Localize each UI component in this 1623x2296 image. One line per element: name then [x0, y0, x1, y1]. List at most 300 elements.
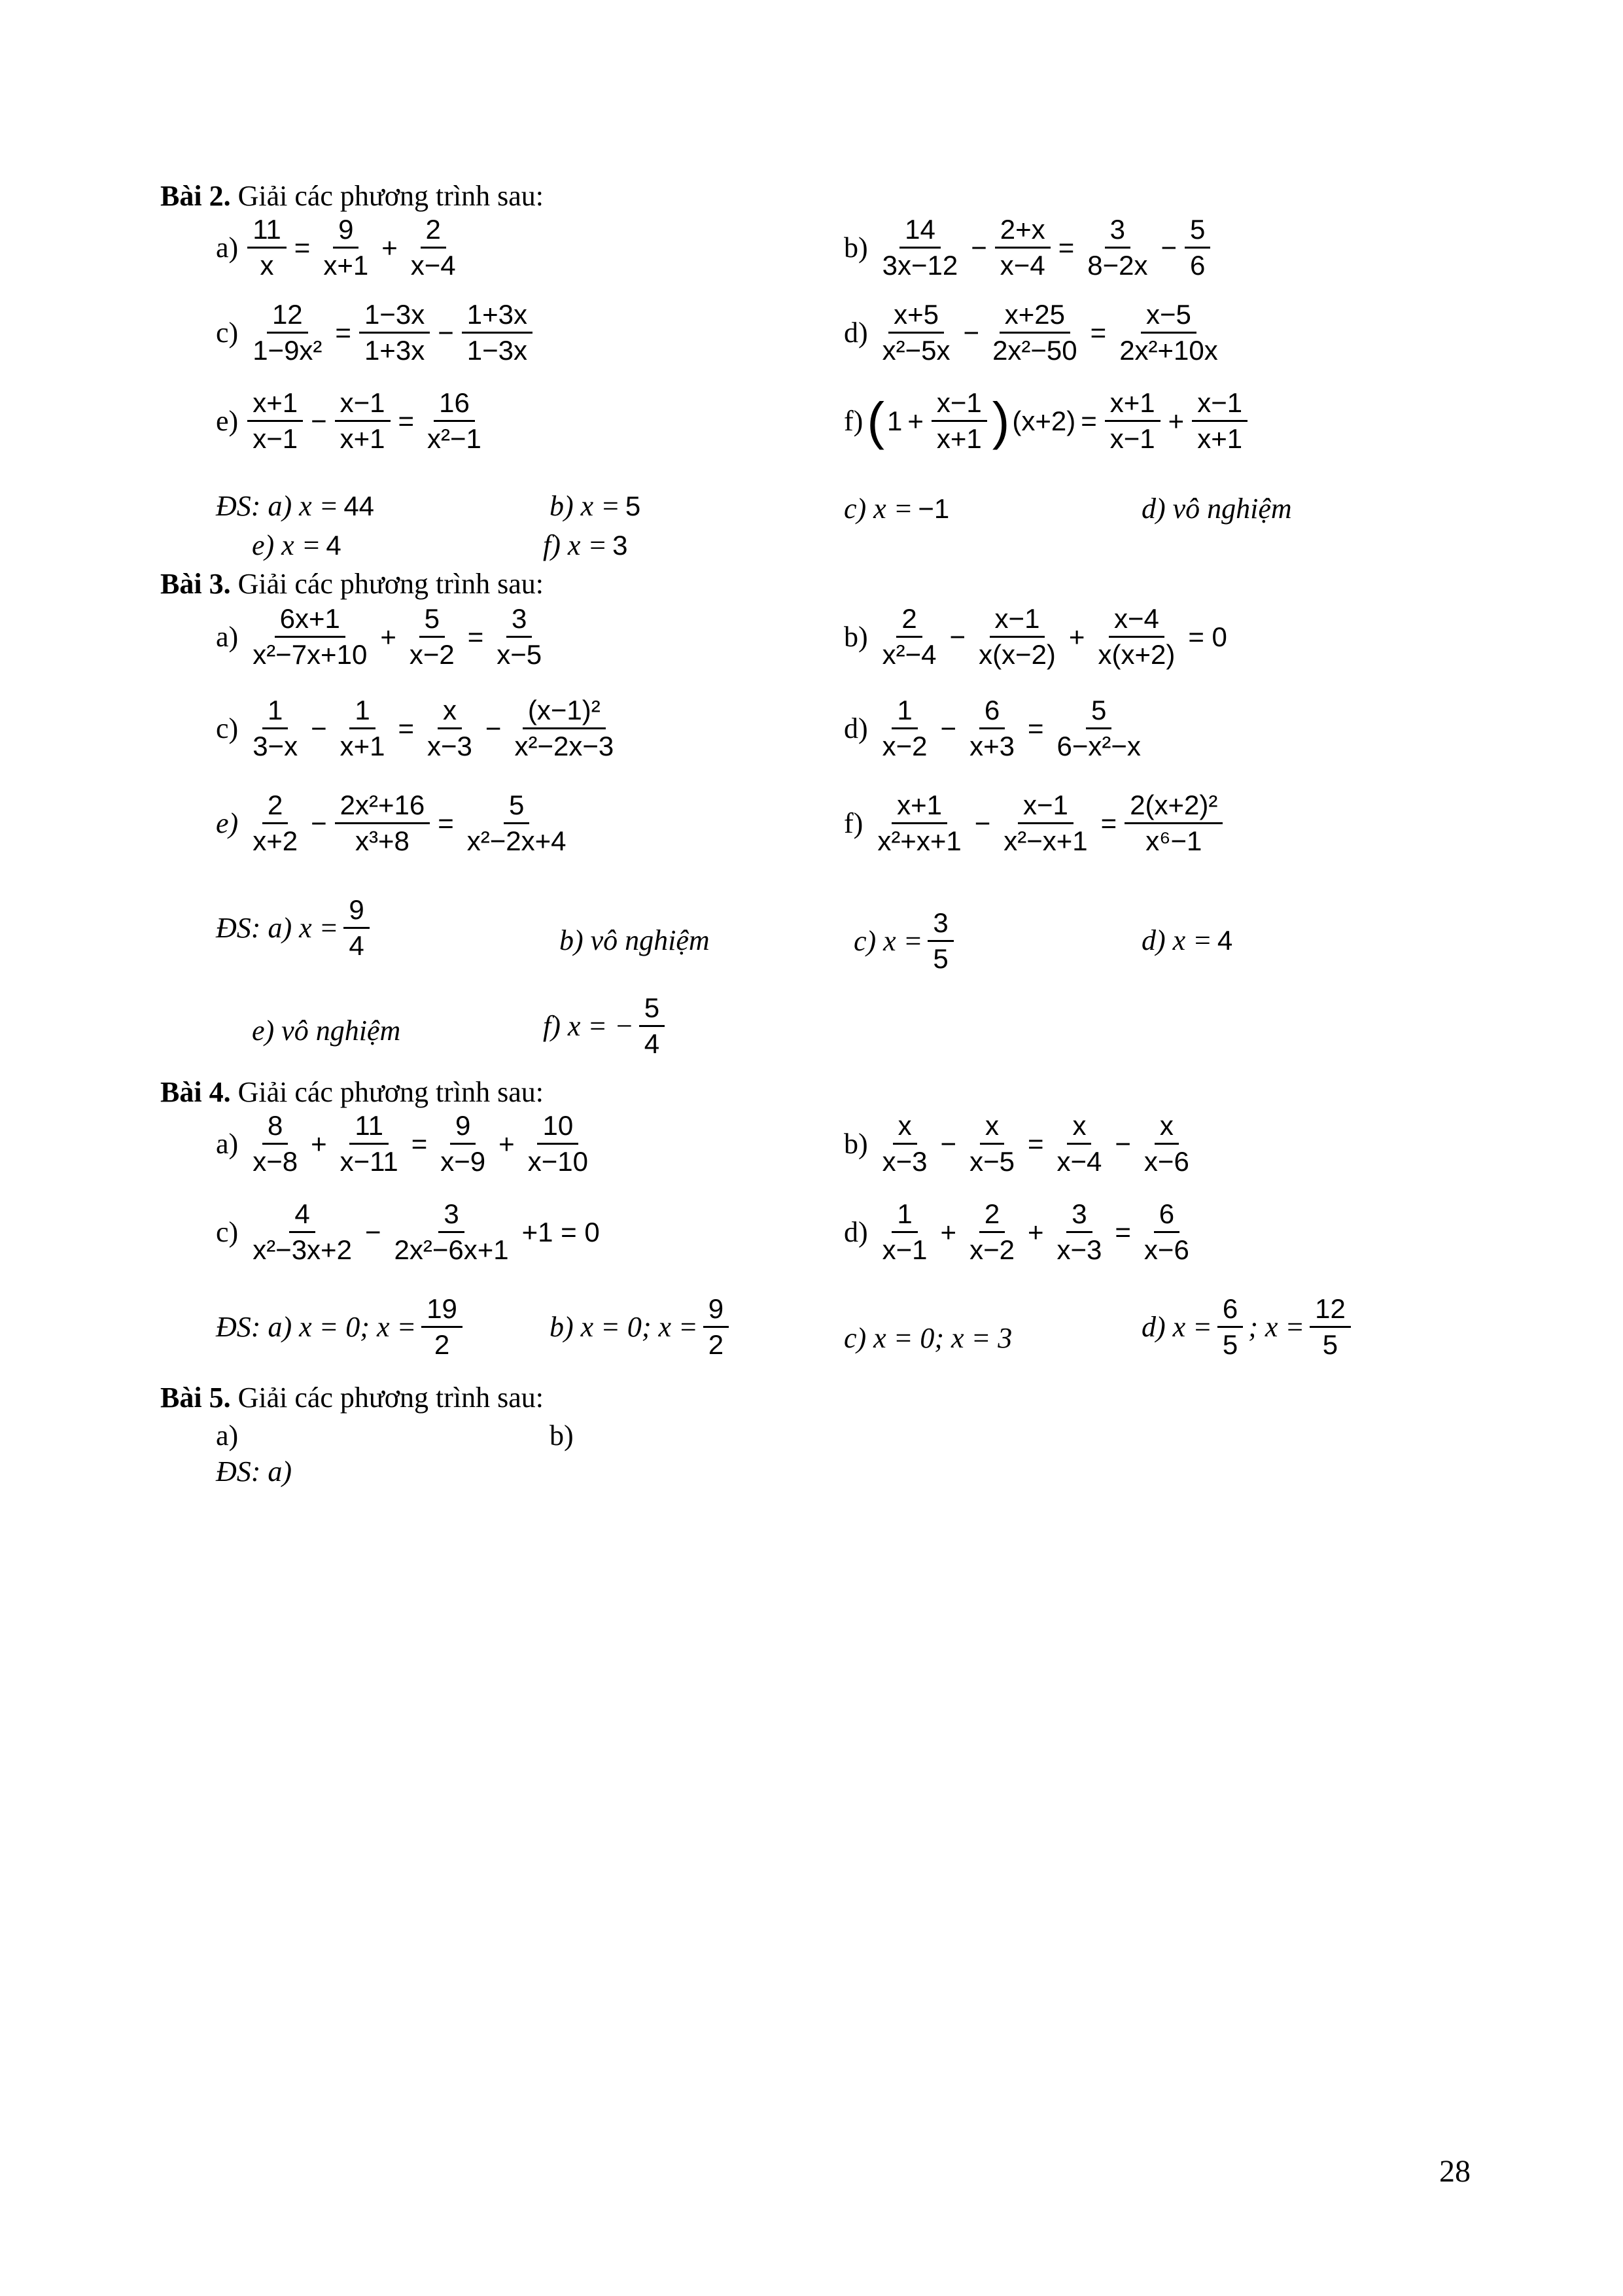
eq-label: c) — [216, 712, 239, 744]
denominator: x−3 — [427, 731, 472, 761]
denominator: x−2 — [409, 639, 455, 670]
fraction — [247, 693, 303, 763]
denominator: x−9 — [440, 1146, 486, 1177]
fraction — [523, 1109, 593, 1179]
eq-3d — [844, 693, 1151, 763]
fraction — [932, 386, 987, 456]
fraction — [1114, 298, 1223, 368]
problem-3-instruction: Giải các phương trình sau: — [237, 568, 544, 600]
fraction — [247, 213, 287, 283]
denominator: 2 — [708, 1329, 724, 1360]
operator: + — [311, 1128, 327, 1159]
numerator: 9 — [343, 893, 369, 929]
denominator: 1−3x — [466, 335, 527, 366]
denominator: x³+8 — [355, 826, 410, 856]
denominator: 4 — [349, 930, 364, 961]
numerator: 9 — [450, 1109, 476, 1145]
eq-label: a) — [216, 1128, 239, 1160]
operator: = 0 — [1188, 621, 1227, 652]
denominator: x−4 — [410, 250, 456, 281]
operator: + — [498, 1128, 515, 1159]
fraction — [335, 386, 391, 456]
denominator: x−3 — [1056, 1234, 1102, 1265]
fraction — [359, 298, 430, 368]
operator: = — [294, 232, 311, 263]
operator: = — [1100, 807, 1117, 839]
eq-3c — [216, 693, 624, 763]
fraction — [998, 788, 1092, 858]
answer-3e — [252, 1014, 400, 1047]
denominator: x²−4 — [882, 639, 937, 670]
answer-2e — [252, 529, 341, 562]
operator: − — [971, 232, 987, 263]
answer-fraction — [703, 1292, 729, 1362]
fraction — [247, 1197, 357, 1267]
answer-label: a) x = 0; x = — [268, 1311, 417, 1343]
numerator: 3 — [1105, 213, 1130, 249]
eq-label: a) — [216, 621, 239, 653]
denominator: x−2 — [969, 1234, 1015, 1265]
eq-label: c) — [216, 1216, 239, 1248]
denominator: x²−x+1 — [1003, 826, 1088, 856]
answer-label: d) vô nghiệm — [1142, 493, 1292, 525]
denominator: x−4 — [1000, 250, 1045, 281]
eq-4a — [216, 1109, 599, 1179]
denominator: 5 — [933, 943, 949, 974]
answer-label: c) x = 0; x = 3 — [844, 1322, 1013, 1354]
operator: − — [311, 712, 327, 744]
operator: − — [1115, 1128, 1131, 1159]
numerator: 12 — [1310, 1292, 1351, 1328]
operator: = — [398, 405, 415, 436]
answer-4a — [216, 1292, 468, 1362]
numerator: 5 — [1086, 693, 1111, 729]
answer-label: d) x = — [1142, 924, 1212, 956]
operator: = — [1081, 405, 1097, 436]
denominator: 1−9x² — [253, 335, 323, 366]
numerator: 11 — [349, 1109, 389, 1145]
operator: + — [380, 621, 396, 652]
fraction — [1052, 693, 1146, 763]
fraction — [335, 1109, 404, 1179]
operator: − — [974, 807, 991, 839]
operator: = — [1115, 1216, 1131, 1247]
answer-fraction — [421, 1292, 462, 1362]
numerator: 1 — [349, 693, 375, 729]
answer-3a — [216, 893, 375, 963]
answer-fraction — [343, 893, 369, 963]
numerator: 2 — [979, 1197, 1005, 1233]
fraction — [335, 788, 430, 858]
fraction — [1185, 213, 1210, 283]
numerator: 3 — [1066, 1197, 1092, 1233]
numerator: 6 — [1154, 1197, 1179, 1233]
denominator: x−1 — [882, 1234, 928, 1265]
problem-5-number: Bài 5. — [160, 1382, 231, 1414]
denominator: x²−1 — [427, 423, 481, 454]
numerator: x−1 — [1018, 788, 1073, 824]
problem-4-number: Bài 4. — [160, 1076, 231, 1108]
operator: = — [1090, 317, 1107, 348]
numerator: 2x²+16 — [335, 788, 430, 824]
answer-label-2: ; x = — [1248, 1311, 1305, 1343]
numerator: x−1 — [990, 602, 1045, 638]
fraction — [1125, 788, 1223, 858]
numerator: 14 — [899, 213, 941, 249]
numerator: x−1 — [335, 386, 391, 422]
operator: + — [1068, 621, 1085, 652]
answer-2c — [844, 492, 949, 525]
numerator: 2 — [262, 788, 288, 824]
factor: (x+2) — [1012, 405, 1076, 436]
eq-label: b) — [844, 232, 868, 264]
problem-2-instruction: Giải các phương trình sau: — [237, 180, 544, 212]
denominator: x(x−2) — [979, 639, 1056, 670]
eq-label: f) — [844, 405, 864, 437]
fraction — [1052, 1109, 1108, 1179]
operator: = — [438, 807, 454, 839]
denominator: x — [260, 250, 274, 281]
fraction — [1192, 386, 1248, 456]
operator: − — [311, 405, 327, 436]
fraction — [995, 213, 1051, 283]
answer-value: 5 — [625, 490, 641, 521]
eq-label: e) — [216, 405, 239, 437]
fraction — [404, 602, 460, 672]
answer-label: a) x = — [268, 912, 339, 944]
denominator: x⁶−1 — [1145, 826, 1202, 856]
operator: = — [1027, 712, 1044, 744]
fraction — [1139, 1109, 1195, 1179]
fraction — [964, 693, 1020, 763]
eq-3f — [844, 788, 1228, 858]
answer-2a — [216, 489, 374, 523]
denominator: 8−2x — [1087, 250, 1148, 281]
operator: − — [963, 317, 980, 348]
answer-label: f) x = — [543, 529, 608, 561]
operator: − — [311, 807, 327, 839]
problem-2-number: Bài 2. — [160, 180, 231, 212]
problem-5-instruction: Giải các phương trình sau: — [237, 1382, 544, 1414]
eq-3e — [216, 788, 577, 858]
fraction — [335, 693, 391, 763]
denominator: x²−5x — [882, 335, 951, 366]
denominator: x+1 — [936, 423, 982, 454]
operator: +1 = 0 — [521, 1216, 600, 1247]
denominator: x²−7x+10 — [253, 639, 368, 670]
numerator: 2(x+2)² — [1125, 788, 1223, 824]
denominator: x²−2x+4 — [466, 826, 567, 856]
operator: − — [940, 1128, 957, 1159]
numerator: 9 — [703, 1292, 729, 1328]
eq-5b — [550, 1419, 574, 1452]
eq-label: f) — [844, 807, 864, 839]
operator: = — [398, 712, 415, 744]
numerator: 3 — [506, 602, 532, 638]
eq-3b — [844, 602, 1230, 672]
answer-label: c) x = — [844, 493, 913, 525]
fraction — [422, 386, 487, 456]
fraction — [877, 693, 933, 763]
eq-label: d) — [844, 317, 868, 349]
numerator: 2 — [896, 602, 922, 638]
fraction — [406, 213, 461, 283]
answer-value: 3 — [612, 529, 628, 561]
answer-label: e) x = — [252, 529, 321, 561]
answer-label: c) x = — [854, 925, 923, 957]
fraction — [964, 1109, 1020, 1179]
numerator: 6x+1 — [275, 602, 345, 638]
fraction — [389, 1197, 514, 1267]
answer-value: 4 — [1217, 924, 1233, 956]
denominator: x−8 — [253, 1146, 298, 1177]
numerator: 5 — [419, 602, 445, 638]
numerator: x — [1067, 1109, 1091, 1145]
operator: + — [1168, 405, 1185, 436]
numerator: x — [893, 1109, 917, 1145]
denominator: x+3 — [969, 731, 1015, 761]
problem-3-title — [160, 568, 544, 600]
paren-open: ( — [867, 391, 884, 450]
denominator: x+1 — [340, 731, 385, 761]
answer-label: a) x = — [268, 490, 339, 522]
numerator: x+1 — [892, 788, 947, 824]
numerator: 10 — [537, 1109, 578, 1145]
numerator: 1+3x — [462, 298, 532, 334]
denominator: 2x²−6x+1 — [394, 1234, 509, 1265]
denominator: x²+x+1 — [877, 826, 962, 856]
answer-fraction — [928, 906, 953, 976]
numerator: 5 — [639, 991, 665, 1027]
answer-3c — [854, 906, 959, 976]
fraction — [1105, 386, 1161, 456]
operator: − — [485, 712, 502, 744]
numerator: 5 — [1185, 213, 1210, 249]
operator: − — [1161, 232, 1177, 263]
denominator: 5 — [1322, 1329, 1338, 1360]
denominator: 1+3x — [364, 335, 425, 366]
numerator: 1 — [892, 693, 917, 729]
denominator: x²−3x+2 — [253, 1234, 352, 1265]
answer-fraction — [639, 991, 665, 1061]
fraction — [247, 1109, 303, 1179]
operator: = — [335, 317, 351, 348]
numerator: 9 — [333, 213, 358, 249]
eq-2e — [216, 386, 492, 456]
eq-label: d) — [844, 1216, 868, 1248]
denominator: x−11 — [340, 1146, 398, 1177]
numerator: 3 — [928, 906, 953, 942]
fraction — [462, 788, 572, 858]
denominator: x−1 — [253, 423, 298, 454]
answer-fraction-2 — [1310, 1292, 1351, 1362]
ds-label: ĐS: — [216, 1311, 261, 1343]
fraction — [1092, 602, 1180, 672]
numerator: 6 — [979, 693, 1005, 729]
numerator: x−4 — [1109, 602, 1164, 638]
numerator: x+25 — [1000, 298, 1070, 334]
numerator: 6 — [1217, 1292, 1243, 1328]
answer-4b — [550, 1292, 734, 1362]
fraction — [872, 788, 966, 858]
denominator: 2x²+10x — [1119, 335, 1218, 366]
eq-label: e) — [216, 807, 239, 839]
denominator: x+2 — [253, 826, 298, 856]
denominator: 2 — [434, 1329, 450, 1360]
numerator: x+1 — [247, 386, 303, 422]
answer-label: b) vô nghiệm — [559, 924, 710, 956]
eq-label: a) — [216, 232, 239, 264]
eq-5a — [216, 1419, 238, 1452]
denominator: 5 — [1222, 1329, 1238, 1360]
denominator: x−10 — [527, 1146, 588, 1177]
answer-label: ĐS: a) — [216, 1455, 292, 1487]
numerator: x — [438, 693, 462, 729]
operator: = — [411, 1128, 428, 1159]
fraction — [247, 602, 372, 672]
operator: = — [467, 621, 484, 652]
answer-label: d) x = — [1142, 1311, 1212, 1343]
numerator: x — [980, 1109, 1004, 1145]
fraction — [247, 386, 303, 456]
numerator: x−5 — [1141, 298, 1196, 334]
denominator: x²−2x−3 — [514, 731, 614, 761]
operator: − — [364, 1216, 381, 1247]
fraction — [877, 213, 964, 283]
numerator: x+5 — [888, 298, 944, 334]
term-one: 1 — [886, 405, 903, 436]
denominator: x−2 — [882, 731, 928, 761]
answer-label: b) x = — [550, 490, 620, 522]
fraction — [877, 1197, 933, 1267]
denominator: x−3 — [882, 1146, 928, 1177]
eq-2f — [844, 386, 1253, 456]
answer-3f — [543, 991, 670, 1061]
eq-label: b) — [844, 621, 868, 653]
operator: = — [1058, 232, 1075, 263]
numerator: 1 — [892, 1197, 917, 1233]
problem-5-title — [160, 1382, 544, 1414]
page-number: 28 — [1439, 2154, 1471, 2189]
denominator: x−1 — [1109, 423, 1155, 454]
denominator: 3x−12 — [882, 250, 958, 281]
answer-value: 44 — [343, 490, 375, 521]
denominator: 4 — [644, 1028, 660, 1059]
numerator: 4 — [289, 1197, 315, 1233]
denominator: 6−x²−x — [1056, 731, 1141, 761]
answer-4c — [844, 1321, 1012, 1355]
numerator: 11 — [247, 213, 287, 249]
answer-value: 4 — [326, 529, 341, 561]
paren-close: ) — [992, 391, 1010, 450]
fraction — [462, 298, 532, 368]
numerator: 3 — [438, 1197, 464, 1233]
numerator: (x−1)² — [523, 693, 606, 729]
operator: = — [1027, 1128, 1044, 1159]
numerator: 16 — [434, 386, 475, 422]
operator: − — [940, 712, 957, 744]
ds-label: ĐS: — [216, 490, 261, 522]
numerator: 12 — [267, 298, 308, 334]
problem-4-title — [160, 1076, 544, 1109]
answer-2d — [1142, 492, 1292, 525]
answer-label: f) x = − — [543, 1010, 634, 1042]
numerator: 5 — [504, 788, 529, 824]
eq-label: a) — [216, 1419, 239, 1452]
answer-2b — [550, 489, 640, 523]
problem-4-instruction: Giải các phương trình sau: — [237, 1076, 544, 1108]
fraction — [877, 602, 942, 672]
problem-2-title — [160, 180, 544, 213]
operator: + — [907, 405, 924, 436]
eq-label: d) — [844, 712, 868, 744]
fraction — [318, 213, 374, 283]
eq-3a — [216, 602, 552, 672]
numerator: 2+x — [995, 213, 1051, 249]
operator: − — [949, 621, 966, 652]
fraction — [509, 693, 619, 763]
answer-4d — [1142, 1292, 1356, 1362]
eq-label: b) — [844, 1128, 868, 1160]
fraction — [877, 298, 956, 368]
denominator: x−5 — [969, 1146, 1015, 1177]
answer-3b — [559, 924, 710, 957]
operator: + — [940, 1216, 957, 1247]
answer-label: b) x = 0; x = — [550, 1311, 698, 1343]
eq-4c — [216, 1197, 602, 1267]
operator: + — [381, 232, 398, 263]
operator: + — [1027, 1216, 1044, 1247]
eq-2c — [216, 298, 538, 368]
numerator: 2 — [421, 213, 446, 249]
ds-label: ĐS: — [216, 912, 261, 944]
answer-value: −1 — [918, 493, 950, 524]
eq-2d — [844, 298, 1229, 368]
denominator: x(x+2) — [1098, 639, 1176, 670]
fraction — [435, 1109, 491, 1179]
numerator: x — [1155, 1109, 1179, 1145]
denominator: x+1 — [323, 250, 369, 281]
numerator: 8 — [262, 1109, 288, 1145]
denominator: 2x²−50 — [992, 335, 1077, 366]
eq-2b — [844, 213, 1215, 283]
denominator: x−6 — [1143, 1146, 1189, 1177]
operator: − — [438, 317, 454, 348]
fraction — [422, 693, 478, 763]
fraction — [973, 602, 1061, 672]
fraction — [247, 298, 327, 368]
numerator: x+1 — [1105, 386, 1161, 422]
answer-label: e) vô nghiệm — [252, 1015, 401, 1047]
answer-fraction — [1217, 1292, 1243, 1362]
fraction — [877, 1109, 933, 1179]
denominator: x+1 — [340, 423, 385, 454]
fraction — [1082, 213, 1153, 283]
fraction — [1052, 1197, 1108, 1267]
answer-2f — [543, 529, 627, 562]
denominator: 6 — [1190, 250, 1206, 281]
eq-label: c) — [216, 317, 239, 349]
fraction — [247, 788, 303, 858]
answer-3d — [1142, 924, 1232, 957]
numerator: 1 — [262, 693, 288, 729]
fraction — [491, 602, 547, 672]
fraction — [987, 298, 1083, 368]
answer-5 — [216, 1455, 292, 1488]
denominator: x−4 — [1056, 1146, 1102, 1177]
numerator: 19 — [421, 1292, 462, 1328]
numerator: x−1 — [932, 386, 987, 422]
